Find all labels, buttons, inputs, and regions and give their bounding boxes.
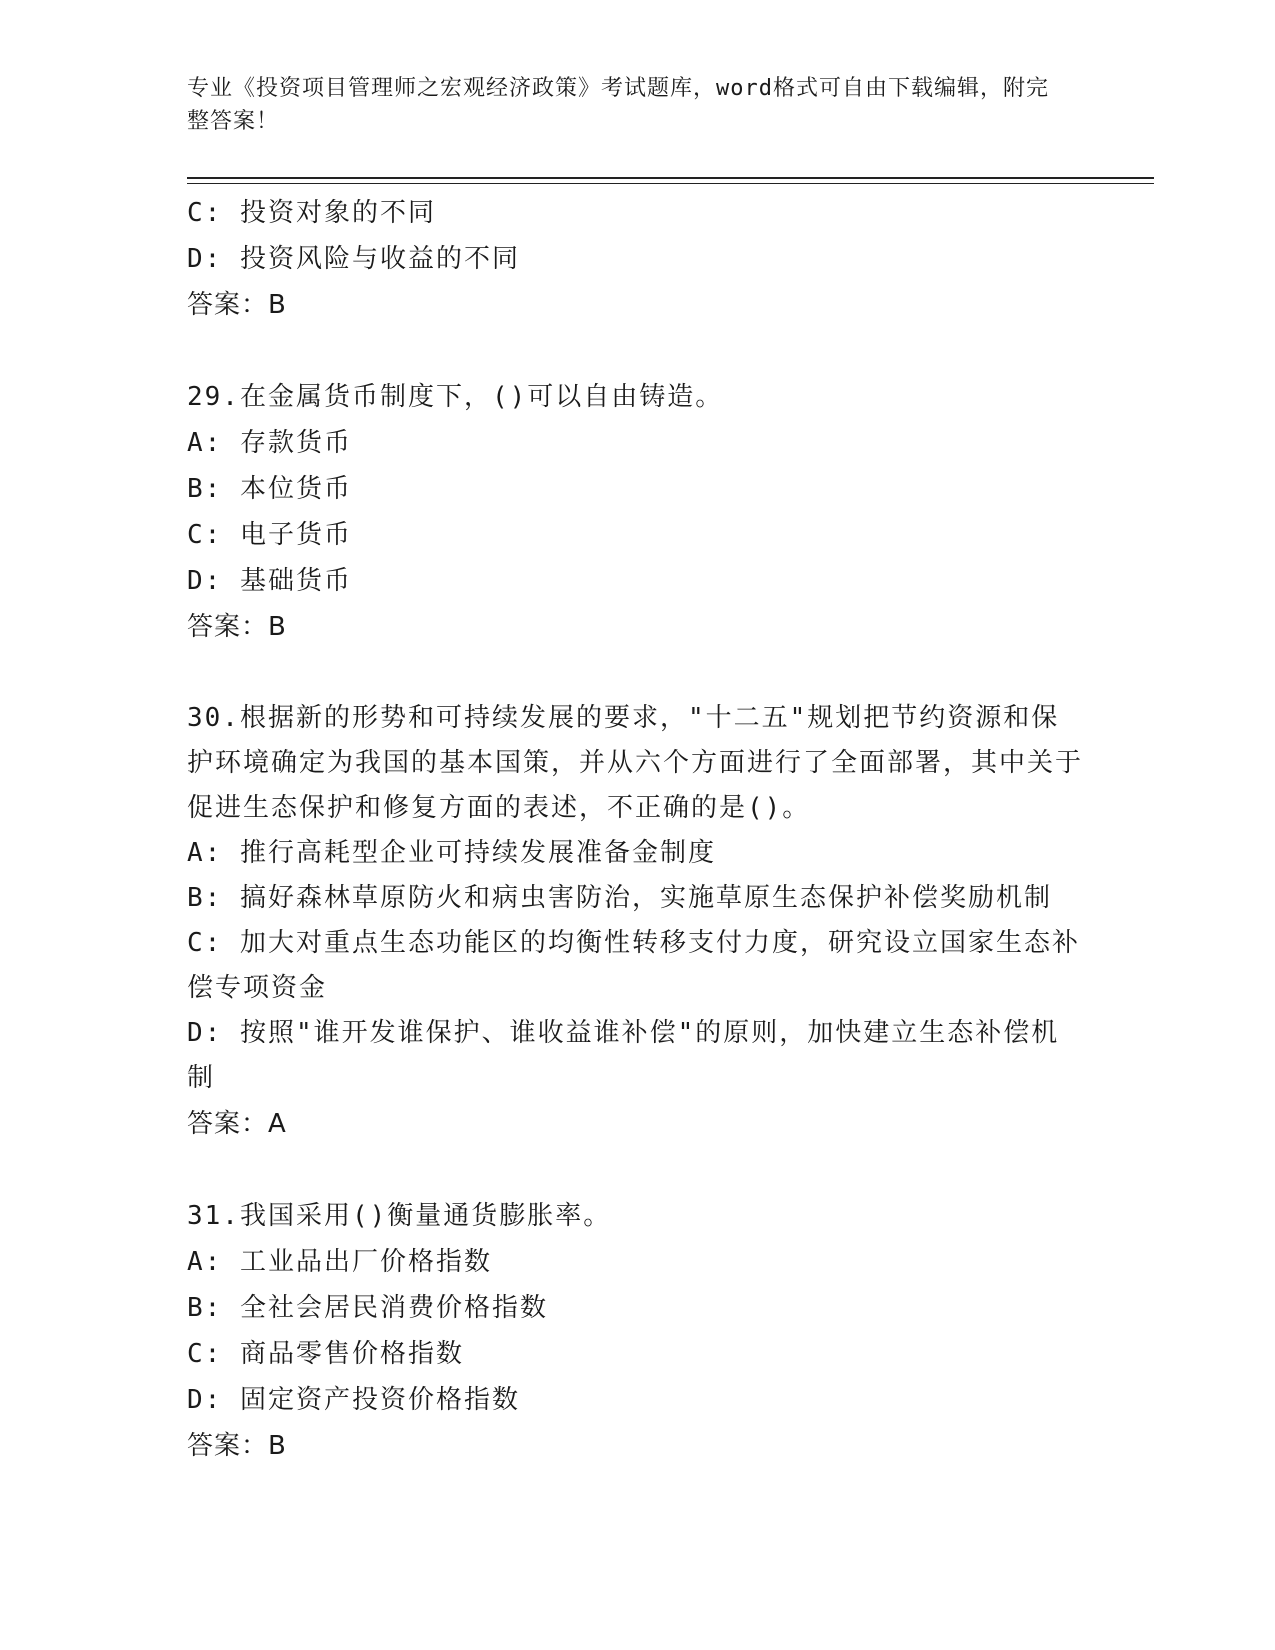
option-c: C: 商品零售价格指数 <box>187 1339 464 1369</box>
option-c: C: 电子货币 <box>187 520 352 550</box>
question-29 <box>187 374 1087 650</box>
question-stem: 30.根据新的形势和可持续发展的要求，"十二五"规划把节约资源和保护环境确定为我国的基本国策，并从六个方面进行了全面部署，其中关于促进生态保护和修复方面的表述，不正确的是()。 <box>187 703 1084 823</box>
answer: 答案：B <box>187 612 287 642</box>
option-a: A: 推行高耗型企业可持续发展准备金制度 <box>187 838 716 868</box>
prev-option-c: C: 投资对象的不同 <box>187 198 436 228</box>
option-b: B: 本位货币 <box>187 474 352 504</box>
option-a: A: 存款货币 <box>187 428 352 458</box>
question-stem: 31.我国采用()衡量通货膨胀率。 <box>187 1201 612 1231</box>
answer: 答案：B <box>187 1431 287 1461</box>
prev-option-d: D: 投资风险与收益的不同 <box>187 244 520 274</box>
header-rule-thin <box>187 183 1154 184</box>
option-d: D: 按照"谁开发谁保护、谁收益谁补偿"的原则，加快建立生态补偿机制 <box>187 1018 1060 1093</box>
option-b: B: 搞好森林草原防火和病虫害防治，实施草原生态保护补偿奖励机制 <box>187 883 1052 913</box>
question-list <box>187 190 1087 1469</box>
document-header: 专业《投资项目管理师之宏观经济政策》考试题库，word格式可自由下载编辑，附完整答案！ <box>187 76 1049 134</box>
option-d: D: 固定资产投资价格指数 <box>187 1385 520 1415</box>
header-rule-thick <box>187 177 1154 179</box>
option-a: A: 工业品出厂价格指数 <box>187 1247 492 1277</box>
question-31 <box>187 1193 1087 1469</box>
prev-answer: 答案：B <box>187 290 287 320</box>
option-b: B: 全社会居民消费价格指数 <box>187 1293 548 1323</box>
document-page <box>187 0 1187 1650</box>
option-d: D: 基础货币 <box>187 566 352 596</box>
question-30 <box>187 696 1087 1147</box>
option-c: C: 加大对重点生态功能区的均衡性转移支付力度，研究设立国家生态补偿专项资金 <box>187 928 1080 1003</box>
question-stem: 29.在金属货币制度下，()可以自由铸造。 <box>187 382 724 412</box>
answer: 答案：A <box>187 1109 287 1139</box>
